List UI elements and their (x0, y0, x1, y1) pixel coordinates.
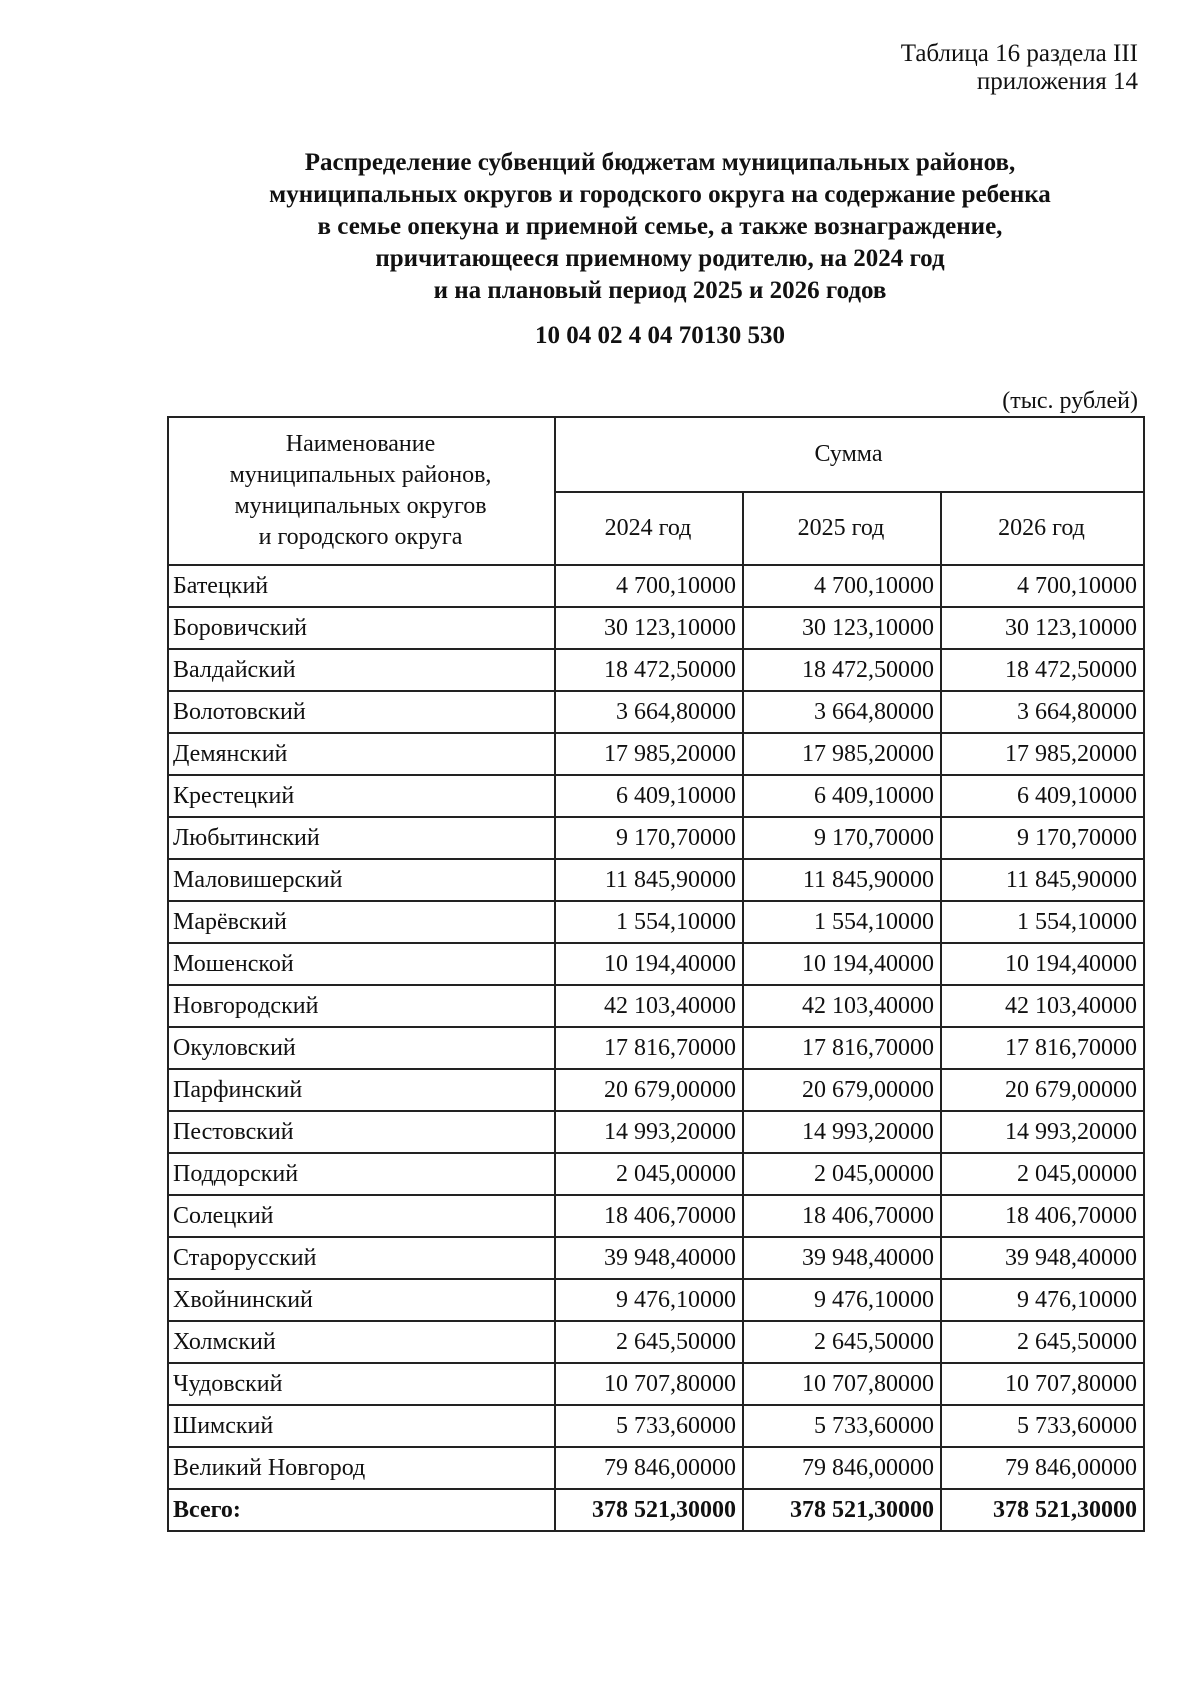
amount-2025: 1 554,10000 (743, 901, 941, 943)
amount-2026: 20 679,00000 (941, 1069, 1144, 1111)
amount-2024: 2 045,00000 (555, 1153, 743, 1195)
table-row (168, 649, 1144, 691)
amount-2026: 79 846,00000 (941, 1447, 1144, 1489)
table-row (168, 943, 1144, 985)
municipality-name: Парфинский (168, 1069, 555, 1111)
amount-2025: 10 707,80000 (743, 1363, 941, 1405)
amount-2024: 14 993,20000 (555, 1111, 743, 1153)
amount-2025: 17 985,20000 (743, 733, 941, 775)
amount-2026: 17 816,70000 (941, 1027, 1144, 1069)
header-line: и городского округа (258, 524, 463, 550)
municipality-name: Поддорский (168, 1153, 555, 1195)
table-row (168, 1363, 1144, 1405)
amount-2026: 3 664,80000 (941, 691, 1144, 733)
amount-2025: 30 123,10000 (743, 607, 941, 649)
amount-2025: 18 406,70000 (743, 1195, 941, 1237)
amount-2026: 10 707,80000 (941, 1363, 1144, 1405)
amount-2024: 39 948,40000 (555, 1237, 743, 1279)
amount-2026: 10 194,40000 (941, 943, 1144, 985)
amount-2025: 39 948,40000 (743, 1237, 941, 1279)
amount-2024: 17 985,20000 (555, 733, 743, 775)
municipality-name: Солецкий (168, 1195, 555, 1237)
amount-2026: 18 406,70000 (941, 1195, 1144, 1237)
amount-2024: 4 700,10000 (555, 565, 743, 607)
amount-2025: 4 700,10000 (743, 565, 941, 607)
amount-2025: 20 679,00000 (743, 1069, 941, 1111)
amount-2026: 4 700,10000 (941, 565, 1144, 607)
municipality-name: Валдайский (168, 649, 555, 691)
amount-2024: 18 406,70000 (555, 1195, 743, 1237)
amount-2026: 2 045,00000 (941, 1153, 1144, 1195)
amount-2024: 20 679,00000 (555, 1069, 743, 1111)
municipality-name: Старорусский (168, 1237, 555, 1279)
amount-2026: 18 472,50000 (941, 649, 1144, 691)
table-row (168, 691, 1144, 733)
municipality-name: Волотовский (168, 691, 555, 733)
amount-2026: 14 993,20000 (941, 1111, 1144, 1153)
amount-2024: 10 707,80000 (555, 1363, 743, 1405)
amount-2024: 5 733,60000 (555, 1405, 743, 1447)
amount-2024: 18 472,50000 (555, 649, 743, 691)
municipality-name: Новгородский (168, 985, 555, 1027)
amount-2024: 42 103,40000 (555, 985, 743, 1027)
total-amount-2025: 378 521,30000 (743, 1489, 941, 1531)
table-row (168, 1153, 1144, 1195)
amount-2024: 9 170,70000 (555, 817, 743, 859)
column-header-sum: Сумма (555, 417, 1144, 492)
municipality-name: Мошенской (168, 943, 555, 985)
amount-2025: 5 733,60000 (743, 1405, 941, 1447)
municipality-name: Пестовский (168, 1111, 555, 1153)
amount-2025: 2 045,00000 (743, 1153, 941, 1195)
table-row (168, 1279, 1144, 1321)
subvention-table (167, 416, 1145, 1532)
table-row (168, 1447, 1144, 1489)
document-reference (901, 40, 1138, 96)
total-amount-2026: 378 521,30000 (941, 1489, 1144, 1531)
amount-2026: 6 409,10000 (941, 775, 1144, 817)
table-row (168, 1405, 1144, 1447)
units-label: (тыс. рублей) (1002, 388, 1138, 414)
amount-2026: 5 733,60000 (941, 1405, 1144, 1447)
amount-2025: 6 409,10000 (743, 775, 941, 817)
column-header-name (168, 417, 555, 565)
title-line: причитающееся приемному родителю, на 2024 год (375, 245, 945, 272)
amount-2025: 9 476,10000 (743, 1279, 941, 1321)
budget-classification-code: 10 04 02 4 04 70130 530 (535, 322, 785, 349)
header-line: муниципальных районов, (229, 462, 492, 488)
municipality-name: Крестецкий (168, 775, 555, 817)
table-row (168, 1237, 1144, 1279)
column-header-2026: 2026 год (941, 492, 1144, 565)
total-row (168, 1489, 1144, 1531)
title-line: и на плановый период 2025 и 2026 годов (433, 277, 887, 304)
amount-2025: 79 846,00000 (743, 1447, 941, 1489)
municipality-name: Марёвский (168, 901, 555, 943)
table-row (168, 901, 1144, 943)
amount-2024: 3 664,80000 (555, 691, 743, 733)
amount-2026: 30 123,10000 (941, 607, 1144, 649)
table-header (168, 417, 1144, 565)
amount-2026: 17 985,20000 (941, 733, 1144, 775)
amount-2026: 1 554,10000 (941, 901, 1144, 943)
reference-appendix-number: приложения 14 (976, 68, 1138, 95)
total-amount-2024: 378 521,30000 (555, 1489, 743, 1531)
municipality-name: Маловишерский (168, 859, 555, 901)
table-row (168, 985, 1144, 1027)
amount-2026: 9 476,10000 (941, 1279, 1144, 1321)
amount-2025: 2 645,50000 (743, 1321, 941, 1363)
table-row (168, 817, 1144, 859)
header-line: муниципальных округов (234, 493, 487, 519)
table-row (168, 733, 1144, 775)
title-line: муниципальных округов и городского округа на содержание ребенка (269, 181, 1051, 208)
municipality-name: Шимский (168, 1405, 555, 1447)
municipality-name: Боровичский (168, 607, 555, 649)
table-body (168, 565, 1144, 1531)
table-row (168, 565, 1144, 607)
amount-2024: 10 194,40000 (555, 943, 743, 985)
amount-2026: 9 170,70000 (941, 817, 1144, 859)
amount-2025: 14 993,20000 (743, 1111, 941, 1153)
reference-table-number: Таблица 16 раздела III (900, 40, 1138, 67)
column-header-2024: 2024 год (555, 492, 743, 565)
table-row (168, 1111, 1144, 1153)
amount-2024: 79 846,00000 (555, 1447, 743, 1489)
table-row (168, 775, 1144, 817)
document-title (0, 147, 1200, 307)
title-line: в семье опекуна и приемной семье, а также вознаграждение, (317, 213, 1003, 240)
municipality-name: Великий Новгород (168, 1447, 555, 1489)
municipality-name: Чудовский (168, 1363, 555, 1405)
total-label: Всего: (168, 1489, 555, 1531)
amount-2024: 30 123,10000 (555, 607, 743, 649)
amount-2025: 10 194,40000 (743, 943, 941, 985)
municipality-name: Батецкий (168, 565, 555, 607)
amount-2025: 3 664,80000 (743, 691, 941, 733)
amount-2024: 17 816,70000 (555, 1027, 743, 1069)
amount-2025: 42 103,40000 (743, 985, 941, 1027)
table-row (168, 1069, 1144, 1111)
table-row (168, 607, 1144, 649)
amount-2026: 42 103,40000 (941, 985, 1144, 1027)
municipality-name: Любытинский (168, 817, 555, 859)
table-row (168, 1027, 1144, 1069)
amount-2025: 11 845,90000 (743, 859, 941, 901)
header-line: Наименование (285, 431, 436, 457)
table-row (168, 1195, 1144, 1237)
amount-2025: 9 170,70000 (743, 817, 941, 859)
municipality-name: Холмский (168, 1321, 555, 1363)
table-row (168, 1321, 1144, 1363)
amount-2026: 11 845,90000 (941, 859, 1144, 901)
amount-2026: 39 948,40000 (941, 1237, 1144, 1279)
amount-2025: 18 472,50000 (743, 649, 941, 691)
title-line: Распределение субвенций бюджетам муниципальных районов, (304, 149, 1016, 176)
municipality-name: Хвойнинский (168, 1279, 555, 1321)
amount-2024: 9 476,10000 (555, 1279, 743, 1321)
amount-2024: 2 645,50000 (555, 1321, 743, 1363)
amount-2026: 2 645,50000 (941, 1321, 1144, 1363)
amount-2025: 17 816,70000 (743, 1027, 941, 1069)
amount-2024: 6 409,10000 (555, 775, 743, 817)
municipality-name: Демянский (168, 733, 555, 775)
amount-2024: 1 554,10000 (555, 901, 743, 943)
amount-2024: 11 845,90000 (555, 859, 743, 901)
table-row (168, 859, 1144, 901)
municipality-name: Окуловский (168, 1027, 555, 1069)
column-header-2025: 2025 год (743, 492, 941, 565)
